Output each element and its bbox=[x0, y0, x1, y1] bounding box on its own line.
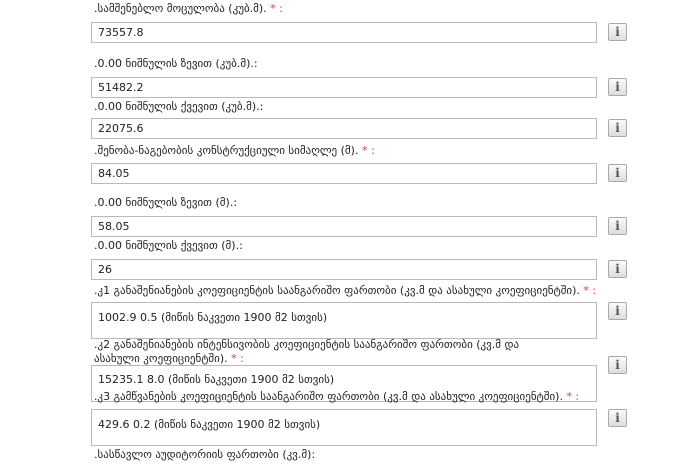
construction-volume-input[interactable]: 73557.8 bbox=[91, 22, 597, 43]
field-label-k2-coefficient bbox=[94, 338, 554, 366]
label-text: .კ1 განაშენიანების კოეფიციენტის საანგარიშო ფართობი (კვ.მ და ასახული კოეფიციენტში). bbox=[94, 284, 580, 297]
label-text: .სამშენებლო მოცულობა (კუბ.მ). bbox=[94, 2, 267, 15]
info-icon[interactable]: i bbox=[608, 23, 627, 41]
field-label-height-above-zero bbox=[94, 196, 237, 210]
k3-coefficient-textarea[interactable]: 429.6 0.2 (მიწის ნაკვეთი 1900 მ2 სთვის) bbox=[91, 409, 597, 446]
field-label-construction-height bbox=[94, 144, 375, 158]
field-label-volume-above-zero bbox=[94, 57, 258, 71]
info-icon[interactable]: i bbox=[608, 164, 627, 182]
required-marker: * : bbox=[583, 284, 597, 297]
info-icon[interactable]: i bbox=[608, 409, 627, 427]
label-text: .სასწავლო აუდიტორიის ფართობი (კვ.მ): bbox=[94, 448, 316, 461]
label-text: .შენობა-ნაგებობის კონსტრუქციული სიმაღლე (მ). bbox=[94, 144, 359, 157]
field-label-k1-coefficient bbox=[94, 284, 596, 298]
info-icon[interactable]: i bbox=[608, 217, 627, 235]
field-label-height-below-zero bbox=[94, 239, 243, 253]
label-text: .0.00 ნიშნულის ქვევით (მ).: bbox=[94, 239, 243, 252]
label-text: .კ3 გამწვანების კოეფიციენტის საანგარიშო ფართობი (კვ.მ და ასახული კოეფიციენტში). bbox=[94, 390, 563, 403]
info-icon[interactable]: i bbox=[608, 356, 627, 374]
required-marker: * : bbox=[231, 352, 244, 365]
label-text: .0.00 ნიშნულის ზევით (კუბ.მ).: bbox=[94, 57, 258, 70]
construction-height-input[interactable]: 84.05 bbox=[91, 163, 597, 184]
height-below-zero-input[interactable]: 26 bbox=[91, 259, 597, 280]
label-text: .კ2 განაშენიანების ინტენსივობის კოეფიციენტის საანგარიშო ფართობი (კვ.მ და ასახული კოეფიციენტში). bbox=[94, 338, 520, 365]
label-text: .0.00 ნიშნულის ზევით (მ).: bbox=[94, 196, 238, 209]
field-label-construction-volume bbox=[94, 2, 283, 16]
k1-coefficient-textarea[interactable]: 1002.9 0.5 (მიწის ნაკვეთი 1900 მ2 სთვის) bbox=[91, 302, 597, 339]
info-icon[interactable]: i bbox=[608, 78, 627, 96]
k2-coefficient-textarea[interactable]: 15235.1 8.0 (მიწის ნაკვეთი 1900 მ2 სთვის) bbox=[91, 365, 597, 402]
height-above-zero-input[interactable]: 58.05 bbox=[91, 216, 597, 237]
required-marker: * : bbox=[270, 2, 283, 15]
info-icon[interactable]: i bbox=[608, 260, 627, 278]
info-icon[interactable]: i bbox=[608, 302, 627, 320]
field-label-k3-coefficient bbox=[94, 390, 579, 404]
field-label-auditorium-area bbox=[94, 448, 315, 462]
required-marker: * : bbox=[566, 390, 580, 403]
required-marker: * : bbox=[361, 144, 375, 157]
info-icon[interactable]: i bbox=[608, 119, 627, 137]
volume-below-zero-input[interactable]: 22075.6 bbox=[91, 118, 597, 139]
field-label-volume-below-zero bbox=[94, 100, 263, 114]
volume-above-zero-input[interactable]: 51482.2 bbox=[91, 77, 597, 98]
label-text: .0.00 ნიშნულის ქვევით (კუბ.მ).: bbox=[94, 100, 264, 113]
